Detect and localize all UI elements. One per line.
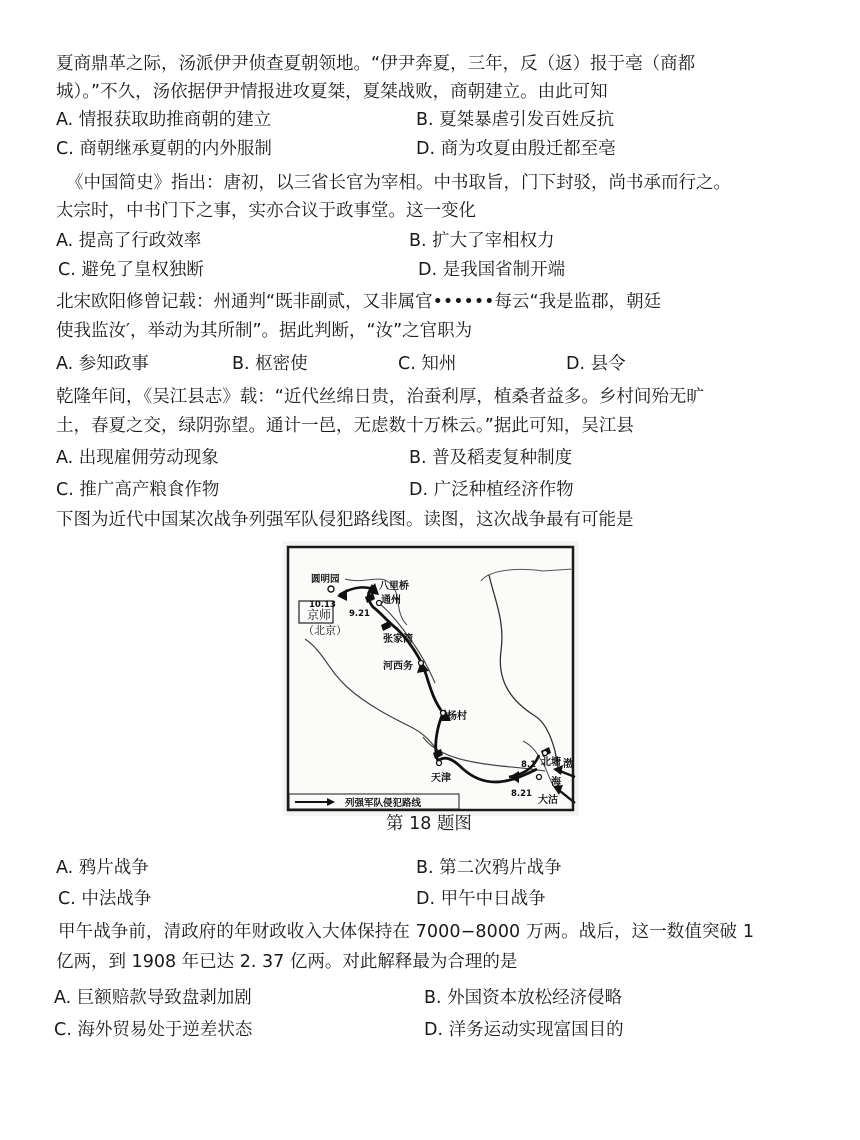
question-2-option-b: B. 扩大了宰相权力 (409, 231, 555, 251)
label-yuanmingyuan: 圆明园 (311, 574, 340, 585)
question-5-stem: 下图为近代中国某次战争列强军队侵犯路线图。读图，这次战争最有可能是 (56, 510, 634, 530)
label-hai: 海 (551, 777, 561, 788)
place-dot-yangcun (441, 711, 446, 716)
question-5-option-a: A. 鸦片战争 (56, 858, 149, 878)
label-beijing: （北京） (303, 624, 347, 637)
question-1-stem-line-1: 夏商鼎革之际，汤派伊尹侦查夏朝领地。“伊尹奔夏，三年，反（返）报于亳（商都 (56, 54, 696, 74)
question-4-option-a: A. 出现雇佣劳动现象 (56, 448, 219, 468)
label-yangcun: 杨村 (447, 711, 467, 722)
date-label-921: 9.21 (349, 609, 370, 619)
label-tianjin: 天津 (431, 773, 451, 784)
question-1-option-d: D. 商为攻夏由殷迁都至亳 (416, 139, 616, 159)
question-4-option-b: B. 普及稻麦复种制度 (409, 448, 573, 468)
place-dot-beitang (543, 751, 548, 756)
question-1-option-a: A. 情报获取助推商朝的建立 (56, 110, 272, 130)
question-1-stem-line-2: 城）。”不久，汤依据伊尹情报进攻夏桀，夏桀战败，商朝建立。由此可知 (56, 82, 608, 102)
question-4-option-c: C. 推广高产粮食作物 (56, 480, 220, 500)
place-dot-dagu (537, 775, 542, 780)
question-5-option-c: C. 中法战争 (58, 889, 152, 909)
place-dot-tianjin (437, 761, 442, 766)
place-dot-yuanmingyuan (328, 586, 334, 592)
question-3-stem-line-1: 北宋欧阳修曾记载：州通判“既非副贰，又非属官••••••每云“我是监郡，朝廷 (56, 292, 662, 312)
label-hexiwu: 河西务 (383, 661, 413, 672)
question-4-option-d: D. 广泛种植经济作物 (409, 480, 574, 500)
label-dagu: 大沽 (538, 795, 558, 806)
question-6-stem-line-1: 甲午战争前，清政府的年财政收入大体保持在 7000−8000 万两。战后，这一数值突破 1 (58, 922, 755, 942)
question-6-option-c: C. 海外贸易处于逆差状态 (54, 1020, 253, 1040)
invasion-route-map (283, 541, 579, 816)
question-4-stem-line-2: 土，春夏之交，绿阴弥望。通计一邑，无虑数十万株云。”据此可知，吴江县 (56, 416, 634, 436)
question-6-option-d: D. 洋务运动实现富国目的 (424, 1020, 624, 1040)
legend-label: 列强军队侵犯路线 (345, 798, 422, 809)
question-2-stem-line-2: 太宗时，中书门下之事，实亦合议于政事堂。这一变化 (56, 201, 476, 221)
question-6-option-a: A. 巨额赔款导致盘剥加剧 (54, 988, 252, 1008)
question-3-option-a: A. 参知政事 (56, 354, 149, 374)
question-5-option-b: B. 第二次鸦片战争 (416, 858, 562, 878)
label-beitang: 北塘 (541, 757, 561, 768)
label-tongzhou: 通州 (381, 595, 401, 606)
date-label-1013: 10.13 (309, 600, 336, 610)
question-1-option-b: B. 夏桀暴虐引发百姓反抗 (416, 110, 615, 130)
question-4-stem-line-1: 乾隆年间，《吴江县志》载：“近代丝绵日贵，治蚕利厚，植桑者益多。乡村间殆无旷 (56, 387, 704, 407)
question-1-option-c: C. 商朝继承夏朝的内外服制 (56, 139, 272, 159)
question-2-stem-line-1: 《中国简史》指出：唐初，以三省长官为宰相。中书取旨，门下封驳，尚书承而行之。 (66, 173, 731, 193)
map-legend (289, 794, 459, 809)
label-bo: 渤 (563, 759, 573, 770)
question-3-stem-line-2: 使我监汝′，举动为其所制”。据此判断，“汝”之官职为 (56, 321, 473, 341)
question-3-option-c: C. 知州 (398, 354, 457, 374)
date-label-821: 8.21 (511, 789, 532, 799)
label-baliqiao: 八里桥 (379, 581, 409, 592)
figure-caption: 第 18 题图 (386, 814, 472, 834)
question-3-option-b: B. 枢密使 (232, 354, 308, 374)
label-jingshi: 京师 (307, 608, 332, 622)
place-dot-hexiwu (419, 661, 424, 666)
question-3-option-d: D. 县令 (566, 354, 626, 374)
question-2-option-c: C. 避免了皇权独断 (58, 260, 204, 280)
question-2-option-d: D. 是我国省制开端 (418, 260, 566, 280)
question-6-option-b: B. 外国资本放松经济侵略 (424, 988, 623, 1008)
question-2-option-a: A. 提高了行政效率 (56, 231, 202, 251)
question-6-stem-line-2: 亿两，到 1908 年已达 2. 37 亿两。对此解释最为合理的是 (56, 952, 518, 972)
date-label-81: 8.1 (521, 760, 537, 770)
label-zhangjiawan: 张家湾 (383, 634, 413, 645)
question-5-option-d: D. 甲午中日战争 (416, 889, 546, 909)
